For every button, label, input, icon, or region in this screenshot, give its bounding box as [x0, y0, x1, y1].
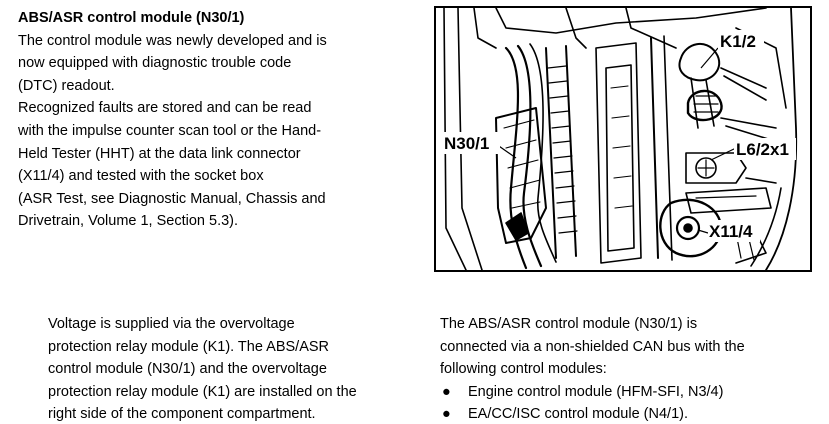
voltage-line: control module (N30/1) and the overvoltage: [48, 361, 327, 378]
can-line: connected via a non-shielded CAN bus with the: [440, 338, 745, 355]
control-module-list: [440, 381, 820, 424]
bullet-icon: ●: [442, 383, 451, 400]
intro-line: (ASR Test, see Diagnostic Manual, Chassis and: [18, 190, 326, 207]
bullet-icon: ●: [442, 406, 451, 423]
intro-line: Recognized faults are stored and can be read: [18, 100, 312, 117]
intro-line: now equipped with diagnostic trouble code: [18, 55, 292, 72]
intro-line: (DTC) readout.: [18, 77, 115, 94]
list-item: [440, 381, 820, 404]
list-item-text: EA/CC/ISC control module (N4/1).: [468, 406, 688, 423]
voltage-line: protection relay module (K1) are installed on the: [48, 383, 357, 400]
can-bus-section: [440, 313, 820, 424]
list-item: [440, 403, 820, 424]
intro-line: with the impulse counter scan tool or the Hand-: [18, 122, 322, 139]
voltage-line: protection relay module (K1). The ABS/ASR: [48, 338, 330, 355]
callout-l6-2x1: L6/2x1: [736, 140, 789, 159]
section-heading: ABS/ASR control module (N30/1): [18, 10, 245, 26]
intro-line: The control module was newly developed and is: [18, 32, 327, 49]
l6-2x1-leader: [711, 148, 736, 160]
can-line: The ABS/ASR control module (N30/1) is: [440, 316, 698, 332]
k1-2-leader: [701, 48, 718, 68]
voltage-line: right side of the component compartment.: [48, 406, 316, 423]
intro-line: Held Tester (HHT) at the data link connector: [18, 145, 301, 162]
callout-x11-4: X11/4: [709, 222, 753, 241]
list-item-text: Engine control module (HFM-SFI, N3/4): [468, 383, 724, 400]
intro-line: (X11/4) and tested with the socket box: [18, 168, 264, 185]
intro-section: [18, 7, 418, 233]
can-line: following control modules:: [440, 361, 607, 378]
component-compartment-illustration: [434, 6, 812, 272]
callout-k1-2: K1/2: [720, 32, 756, 51]
voltage-section: [48, 313, 418, 424]
illustration-drawing: [436, 8, 810, 270]
intro-line: Drivetrain, Volume 1, Section 5.3).: [18, 213, 239, 230]
voltage-line: Voltage is supplied via the overvoltage: [48, 316, 295, 332]
callout-n30-1: N30/1: [444, 134, 490, 153]
